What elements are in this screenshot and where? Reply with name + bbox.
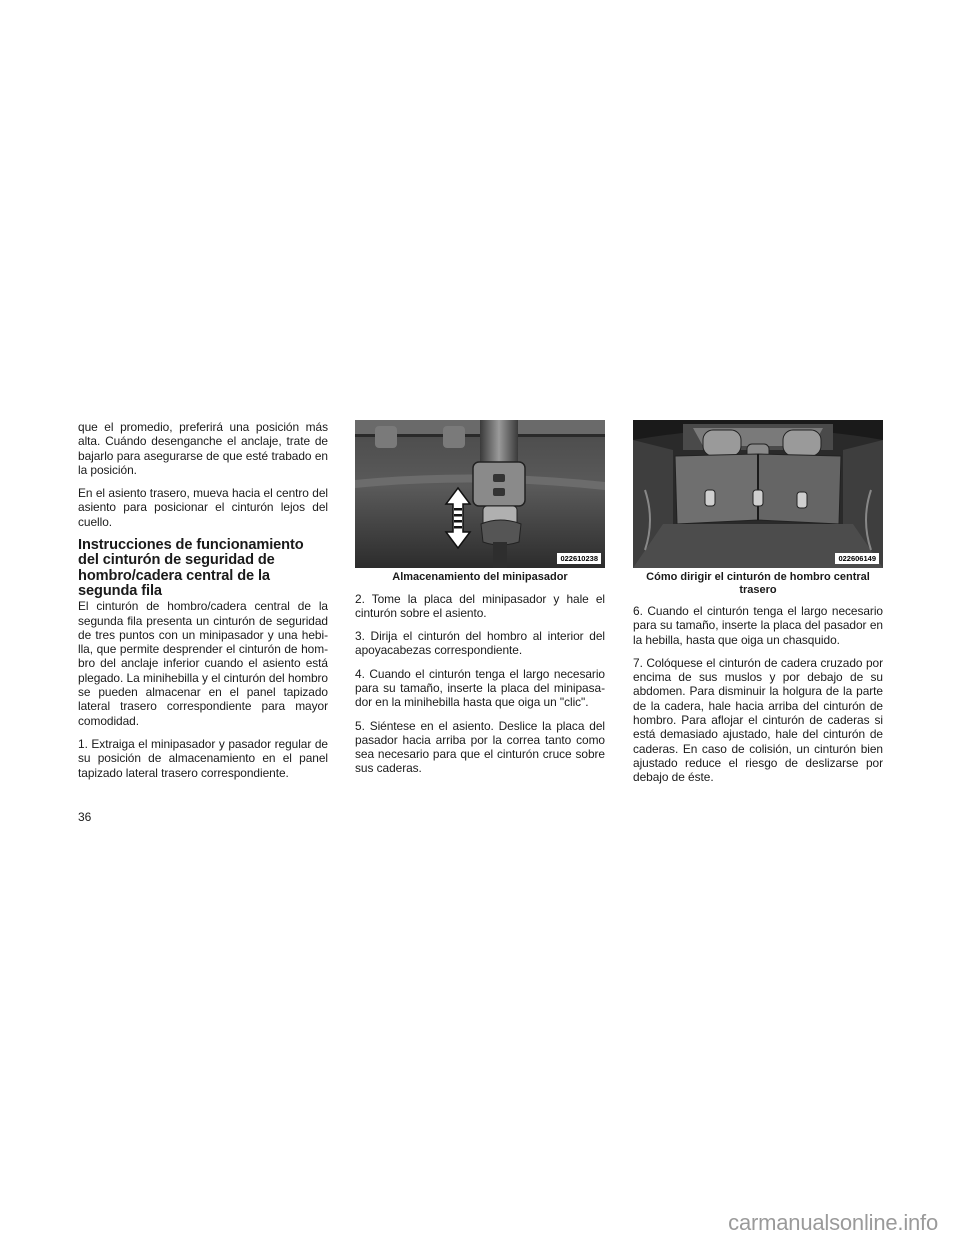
paragraph: 1. Extraiga el minipasador y pasador regular de su posición de almacenamiento en el panel tapizado lateral trasero correspondiente. <box>78 736 328 780</box>
cargo-area-illustration <box>633 420 883 568</box>
text-column-1 <box>78 420 328 789</box>
figure-code: 022610238 <box>557 553 601 564</box>
watermark-link[interactable]: carmanualsonline.info <box>728 1210 938 1235</box>
seatbelt-buckle-illustration <box>355 420 605 568</box>
text-column-2 <box>355 420 605 785</box>
paragraph: El cinturón de hombro/cadera central de la segunda fila presenta un cinturón de seguridad de tres puntos con un minipasador y una hebi-lla, que permite desprender el cinturón de hom-bro del anclaje inferior cuando el asiento está plegado. La minihebilla y el cinturón del hombro se pueden almacenar en el panel tapizado lateral trasero correspondiente para mayor comodidad. <box>78 599 328 728</box>
rear-center-belt-figure <box>633 420 883 568</box>
page-number: 36 <box>78 810 92 824</box>
figure-caption: Almacenamiento del minipasador <box>392 571 568 583</box>
minipasador-storage-figure <box>355 420 605 568</box>
paragraph: 7. Colóquese el cinturón de cadera cruzado por encima de sus muslos y por debajo de su abdomen. Para disminuir la holgura de la parte de la cadera, hale hacia arriba del cinturón de hombro. Para aflojar el cinturón de caderas si está demasiado ajustado, hale del cinturón de caderas. En caso de colisión, un cinturón bien ajustado reduce el riesgo de deslizarse por debajo de éste. <box>633 655 883 785</box>
section-heading: Instrucciones de funcionamiento del cinturón de seguridad de hombro/cadera central de la segunda fila <box>78 537 304 599</box>
paragraph: 3. Dirija el cinturón del hombro al interior del apoyacabezas correspondiente. <box>355 629 605 658</box>
paragraph: que el promedio, preferirá una posición más alta. Cuándo desenganche el anclaje, trate de bajarlo para asegurarse de que esté trabado en la posición. <box>78 420 328 477</box>
paragraph: 4. Cuando el cinturón tenga el largo necesario para su tamaño, inserte la placa del minipasa-dor en la minihebilla hasta que oiga un "clic". <box>355 666 605 710</box>
paragraph: 5. Siéntese en el asiento. Deslice la placa del pasador hacia arriba por la correa tanto como sea necesario para que el cinturón cruce sobre sus caderas. <box>355 718 605 776</box>
text-column-3 <box>633 420 883 794</box>
paragraph: 6. Cuando el cinturón tenga el largo necesario para su tamaño, inserte la placa del pasador en la hebilla, hasta que oiga un chasquido. <box>633 604 883 647</box>
figure-code: 022606149 <box>835 553 879 564</box>
paragraph: En el asiento trasero, mueva hacia el centro del asiento para posicionar el cinturón lejos del cuello. <box>78 486 328 529</box>
paragraph: 2. Tome la placa del minipasador y hale el cinturón sobre el asiento. <box>355 591 605 620</box>
figure-caption: Cómo dirigir el cinturón de hombro central trasero <box>646 571 870 596</box>
